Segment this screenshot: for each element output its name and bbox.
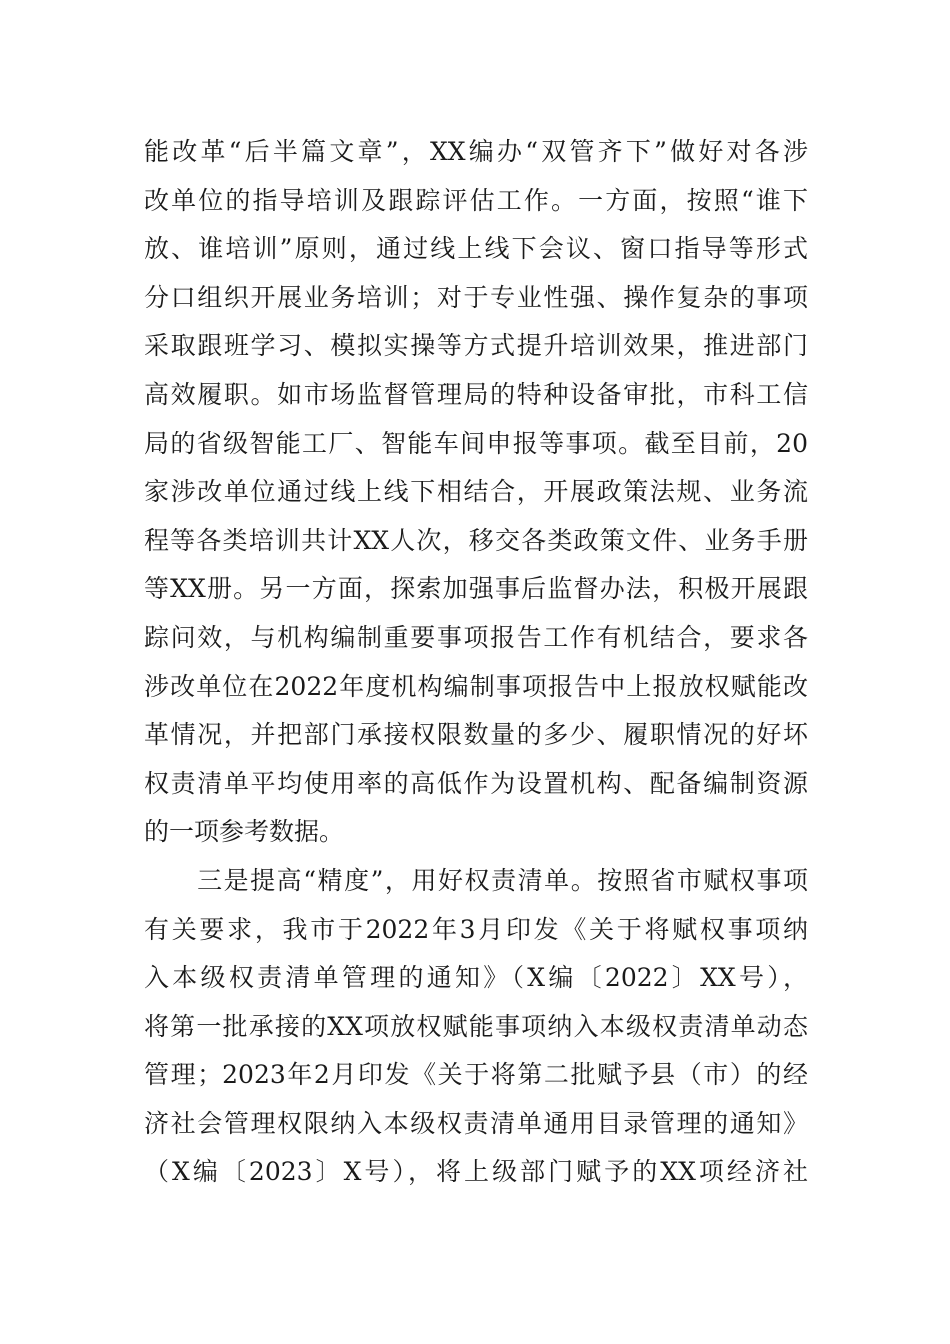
text-line: 家涉改单位通过线上线下相结合，开展政策法规、业务流 bbox=[144, 477, 808, 507]
text-line: 放、谁培训”原则，通过线上线下会议、窗口指导等形式 bbox=[144, 234, 808, 264]
text-line: 将第一批承接的XX项放权赋能事项纳入本级权责清单动态 bbox=[144, 1011, 808, 1041]
text-line: 局的省级智能工厂、智能车间申报等事项。截至目前，20 bbox=[144, 428, 808, 458]
text-line: 能改革“后半篇文章”，XX编办“双管齐下”做好对各涉 bbox=[144, 137, 808, 166]
body-text bbox=[144, 128, 808, 1197]
text-line: 采取跟班学习、模拟实操等方式提升培训效果，推进部门 bbox=[144, 331, 808, 361]
text-line: 分口组织开展业务培训；对于专业性强、操作复杂的事项 bbox=[144, 282, 808, 312]
text-line: 程等各类培训共计XX人次，移交各类政策文件、业务手册 bbox=[144, 525, 808, 555]
text-line: 改单位的指导培训及跟踪评估工作。一方面，按照“谁下 bbox=[144, 185, 808, 215]
text-line: 济社会管理权限纳入本级权责清单通用目录管理的通知》 bbox=[144, 1108, 808, 1138]
text-line: 的一项参考数据。 bbox=[144, 817, 345, 847]
text-line: 踪问效，与机构编制重要事项报告工作有机结合，要求各 bbox=[144, 622, 808, 652]
text-line: 权责清单平均使用率的高低作为设置机构、配备编制资源 bbox=[144, 768, 808, 798]
text-line: 管理；2023年2月印发《关于将第二批赋予县（市）的经 bbox=[144, 1060, 808, 1090]
text-line: 有关要求，我市于2022年3月印发《关于将赋权事项纳 bbox=[144, 914, 808, 944]
text-line: 涉改单位在2022年度机构编制事项报告中上报放权赋能改 bbox=[144, 671, 808, 701]
text-line: 入本级权责清单管理的通知》（X编〔2022〕XX号）， bbox=[144, 963, 808, 993]
text-line: 高效履职。如市场监督管理局的特种设备审批，市科工信 bbox=[144, 379, 808, 409]
text-line: 革情况，并把部门承接权限数量的多少、履职情况的好坏 bbox=[144, 720, 808, 750]
text-line: （X编〔2023〕X号），将上级部门赋予的XX项经济社 bbox=[144, 1157, 808, 1187]
text-line: 等XX册。另一方面，探索加强事后监督办法，积极开展跟 bbox=[144, 574, 808, 604]
text-line: 三是提高“精度”，用好权责清单。按照省市赋权事项 bbox=[144, 865, 808, 895]
